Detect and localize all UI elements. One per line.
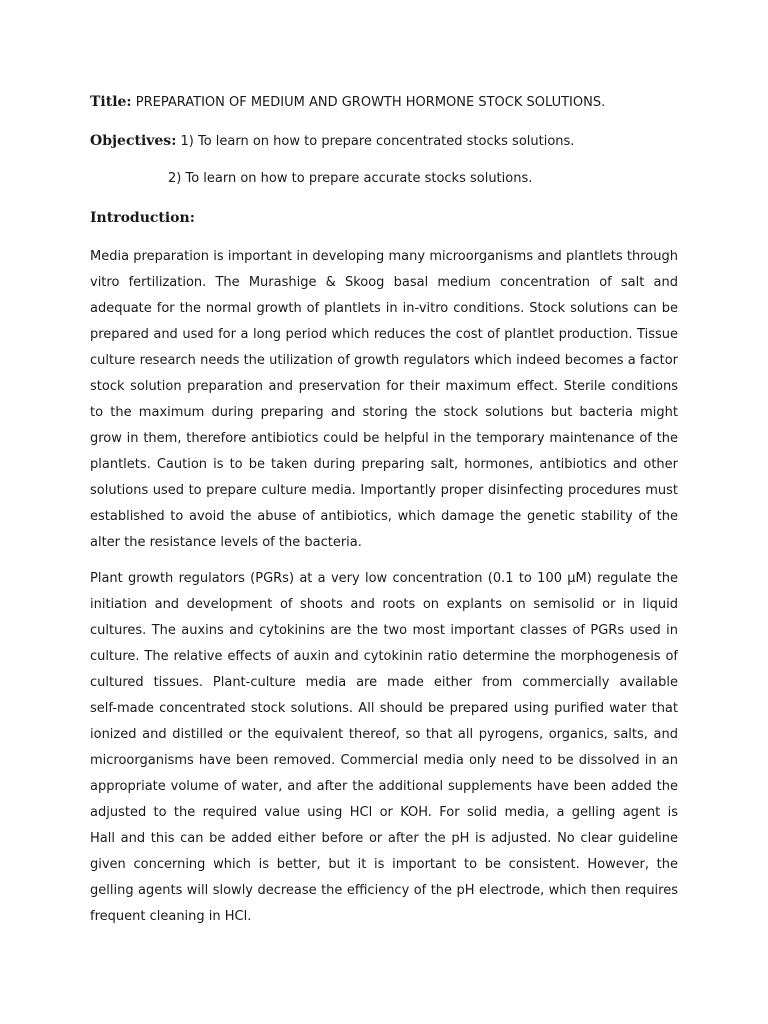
paragraph-line: microorganisms have been removed. Commercial media only need to be dissolved in an (90, 753, 678, 768)
paragraph-line: adequate for the normal growth of plantlets in in-vitro conditions. Stock solutions can be (90, 301, 678, 316)
paragraph-line: adjusted to the required value using HCl or KOH. For solid media, a gelling agent is (90, 805, 678, 820)
paragraph-line: culture research needs the utilization of growth regulators which indeed becomes a factor (90, 353, 678, 368)
paragraph-line: cultures. The auxins and cytokinins are the two most important classes of PGRs used in (90, 623, 678, 638)
paragraph-line: initiation and development of shoots and roots on explants on semisolid or in liquid (90, 597, 678, 612)
objective-item-1: 1) To learn on how to prepare concentrated stocks solutions. (180, 134, 575, 149)
introduction-paragraph-2 (90, 566, 678, 930)
paragraph-line: prepared and used for a long period which reduces the cost of plantlet production. Tissue (90, 327, 678, 342)
paragraph-line: appropriate volume of water, and after the additional supplements have been added the (90, 779, 678, 794)
objectives-line-1 (90, 128, 678, 155)
paragraph-line: self-made concentrated stock solutions. All should be prepared using purified water that (90, 701, 678, 716)
title-label: Title: (90, 94, 132, 110)
paragraph-line: ionized and distilled or the equivalent thereof, so that all pyrogens, organics, salts, and (90, 727, 678, 742)
title-line (90, 89, 678, 116)
paragraph-line: grow in them, therefore antibiotics could be helpful in the temporary maintenance of the (90, 431, 678, 446)
introduction-heading-line (90, 205, 678, 232)
paragraph-line: vitro fertilization. The Murashige & Skoog basal medium concentration of salt and (90, 275, 678, 290)
paragraph-line: Hall and this can be added either before or after the pH is adjusted. No clear guideline (90, 831, 678, 846)
paragraph-line: culture. The relative effects of auxin and cytokinin ratio determine the morphogenesis of (90, 649, 678, 664)
objectives-line-2 (90, 166, 756, 192)
paragraph-line: alter the resistance levels of the bacteria. (90, 535, 362, 550)
paragraph-line: Media preparation is important in developing many microorganisms and plantlets through (90, 249, 678, 264)
paragraph-line: gelling agents will slowly decrease the efficiency of the pH electrode, which then requires (90, 883, 678, 898)
paragraph-line: frequent cleaning in HCl. (90, 909, 252, 924)
paragraph-line: given concerning which is better, but it is important to be consistent. However, the (90, 857, 678, 872)
paragraph-line: established to avoid the abuse of antibiotics, which damage the genetic stability of the (90, 509, 678, 524)
paragraph-line: Plant growth regulators (PGRs) at a very low concentration (0.1 to 100 µM) regulate the (90, 571, 678, 586)
objectives-label: Objectives: (90, 133, 177, 149)
introduction-paragraph-1 (90, 244, 678, 556)
paragraph-line: solutions used to prepare culture media. Importantly proper disinfecting procedures must (90, 483, 678, 498)
paragraph-line: plantlets. Caution is to be taken during preparing salt, hormones, antibiotics and other (90, 457, 678, 472)
introduction-heading: Introduction: (90, 210, 195, 226)
paragraph-line: stock solution preparation and preservation for their maximum effect. Sterile conditions (90, 379, 678, 394)
title-text: PREPARATION OF MEDIUM AND GROWTH HORMONE STOCK SOLUTIONS. (135, 95, 606, 110)
objective-item-2: 2) To learn on how to prepare accurate stocks solutions. (168, 171, 533, 186)
paragraph-line: to the maximum during preparing and storing the stock solutions but bacteria might (90, 405, 678, 420)
paragraph-line: cultured tissues. Plant-culture media are made either from commercially available (90, 675, 678, 690)
